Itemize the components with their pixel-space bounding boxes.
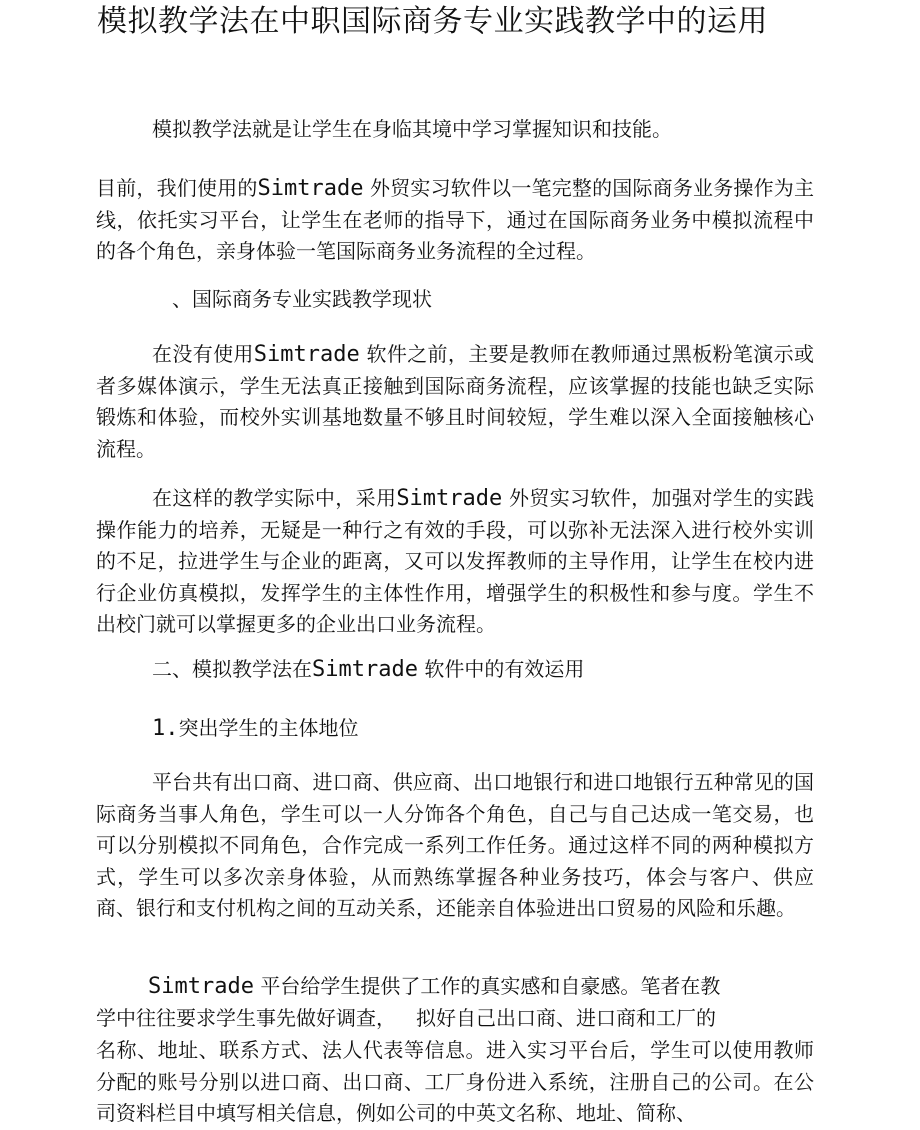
section-2-text-b: 软件中的有效运用 <box>424 657 585 681</box>
p2-text-b: 软件之前，主要是教师在教师通过黑板粉笔演示或者多媒体演示，学生无法真正接触到国际商务流程，应该掌握的技能也缺乏实际锻炼和体验，而校外实训基地数量不够且时间较短，学生难以深入全面接触核心流程。 <box>96 342 815 461</box>
p5-line-2-text-b: 拟好自己出口商、进口商和工厂的 <box>416 1006 716 1030</box>
p5-rest-text: 名称、地址、联系方式、法人代表等信息。进入实习平台后，学生可以使用教师分配的账号分别以进口商、出口商、工厂身份进入系统，注册自己的公司。在公司资料栏目中填写相关信息，例如公司的中英文名称、地址、简称、 <box>96 1038 814 1125</box>
p5-line-1-text: 平台给学生提供了工作的真实感和自豪感。笔者在教 <box>260 974 721 998</box>
subsection-1-text: 突出学生的主体地位 <box>178 716 359 740</box>
paragraph-5-line-2 <box>96 1003 796 1035</box>
page-title: 模拟教学法在中职国际商务专业实践教学中的运用 <box>97 4 768 39</box>
p3-simtrade: Simtrade <box>396 486 503 511</box>
p3-text-a: 在这样的教学实际中，采用 <box>152 486 397 510</box>
p4-text: 平台共有出口商、进口商、供应商、出口地银行和进口地银行五种常见的国际商务当事人角色，学生可以一人分饰各个角色，自己与自己达成一笔交易，也可以分别模拟不同角色，合作完成一系列工作任务。通过这样不同的两种模拟方式，学生可以多次亲身体验，从而熟练掌握各种业务技巧，体会与客户、供应商、银行和支付机构之间的互动关系，还能亲自体验进出口贸易的风险和乐趣。 <box>96 770 814 920</box>
p2-simtrade: Simtrade <box>253 342 360 367</box>
p5-line-2-text-a: 学中往往要求学生事先做好调查， <box>96 1006 396 1030</box>
section-2-heading <box>152 654 584 685</box>
p3-text-b: 外贸实习软件，加强对学生的实践操作能力的培养，无疑是一种行之有效的手段，可以弥补无法深入进行校外实训的不足，拉进学生与企业的距离，又可以发挥教师的主导作用，让学生在校内进行企业仿真模拟，发挥学生的主体性作用，增强学生的积极性和参与度。学生不出校门就可以掌握更多的企业出口业务流程。 <box>96 486 815 636</box>
subsection-1-number: 1. <box>152 716 179 741</box>
paragraph-2 <box>96 339 814 465</box>
section-2-text-a: 二、模拟教学法在 <box>152 657 312 681</box>
p5-simtrade: Simtrade <box>148 974 254 999</box>
p1-text-a: 目前，我们使用的 <box>96 176 258 200</box>
paragraph-5-line-1 <box>96 971 776 1003</box>
section-2-simtrade: Simtrade <box>312 657 418 682</box>
p2-text-a: 在没有使用 <box>152 342 254 366</box>
section-1-heading: 、国际商务专业实践教学现状 <box>172 287 432 311</box>
paragraph-1 <box>96 173 814 268</box>
subsection-1-heading <box>152 713 359 744</box>
p1-simtrade: Simtrade <box>257 176 364 201</box>
p1-text-b: 外贸实习软件以一笔完整的国际商务业务操作为主线，依托实习平台，让学生在老师的指导下，通过在国际商务业务中模拟流程中的各个角色，亲身体验一笔国际商务业务流程的全过程。 <box>96 176 815 263</box>
intro-paragraph <box>96 114 814 146</box>
intro-text: 模拟教学法就是让学生在身临其境中学习掌握知识和技能。 <box>152 117 672 141</box>
paragraph-4 <box>96 767 814 925</box>
paragraph-3 <box>96 483 814 641</box>
paragraph-5-rest <box>96 1035 814 1130</box>
